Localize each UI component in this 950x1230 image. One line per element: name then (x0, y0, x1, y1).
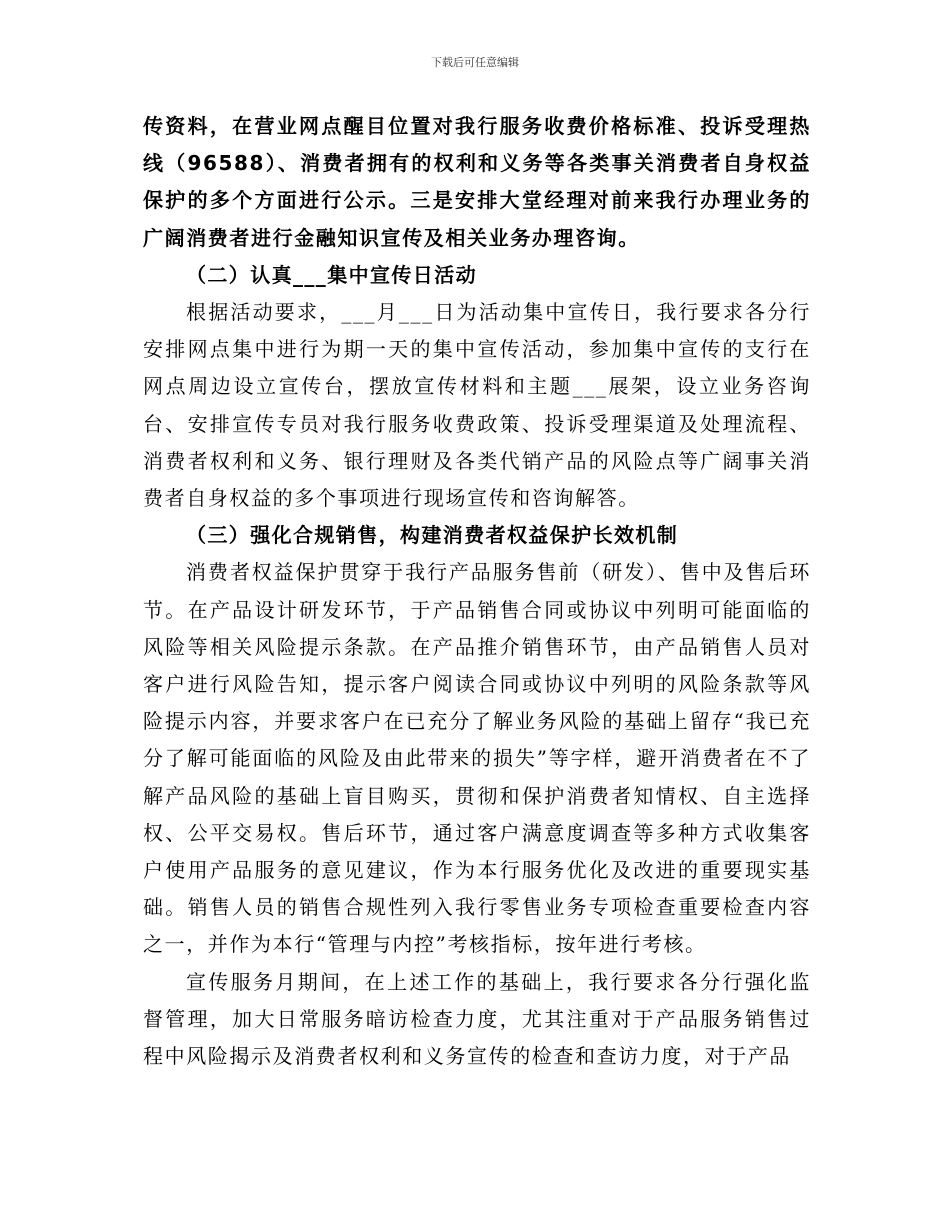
paragraph-1: 传资料，在营业网点醒目位置对我行服务收费价格标准、投诉受理热线（96588）、消费者拥有的权利和义务等各类事关消费者自身权益保护的多个方面进行公示。三是安排大堂经理对前来我行办理业务的广阔消费者进行金融知识宣传及相关业务办理咨询。 (143, 114, 811, 250)
section-heading-3: （三）强化合规销售，构建消费者权益保护长效机制 (186, 523, 679, 548)
paragraph-4: 宣传服务月期间，在上述工作的基础上，我行要求各分行强化监督管理，加大日常服务暗访检查力度，尤其注重对于产品服务销售过程中风险揭示及消费者权利和义务宣传的检查和查访力度，对于产品 (143, 969, 811, 1069)
document-body (143, 108, 811, 1075)
section-heading-2: （二）认真___集中宣传日活动 (186, 262, 477, 287)
paragraph-2: 根据活动要求，___月___日为活动集中宣传日，我行要求各分行安排网点集中进行为期一天的集中宣传活动，参加集中宣传的支行在网点周边设立宣传台，摆放宣传材料和主题___展架，设立业务咨询台、安排宣传专员对我行服务收费政策、投诉受理渠道及处理流程、消费者权利和义务、银行理财及各类代销产品的风险点等广阔事关消费者自身权益的多个事项进行现场宣传和咨询解答。 (143, 300, 811, 511)
page-header: 下载后可任意编辑 (431, 56, 519, 69)
paragraph-3: 消费者权益保护贯穿于我行产品服务售前（研发）、售中及售后环节。在产品设计研发环节，于产品销售合同或协议中列明可能面临的风险等相关风险提示条款。在产品推介销售环节，由产品销售人员对客户进行风险告知，提示客户阅读合同或协议中列明的风险条款等风险提示内容，并要求客户在已充分了解业务风险的基础上留存“我已充分了解可能面临的风险及由此带来的损失”等字样，避开消费者在不了解产品风险的基础上盲目购买，贯彻和保护消费者知情权、自主选择权、公平交易权。售后环节，通过客户满意度调查等多种方式收集客户使用产品服务的意见建议，作为本行服务优化及改进的重要现实基础。销售人员的销售合规性列入我行零售业务专项检查重要检查内容之一，并作为本行“管理与内控”考核指标，按年进行考核。 (143, 560, 811, 957)
